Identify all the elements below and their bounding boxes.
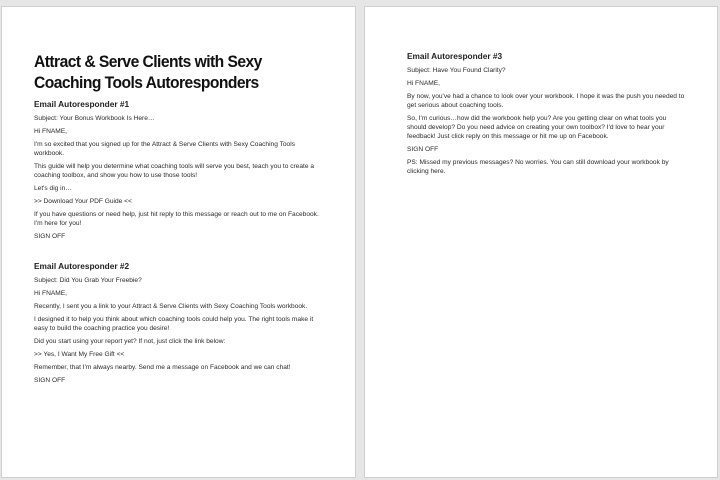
email-signoff: SIGN OFF bbox=[407, 146, 439, 153]
email-greeting: Hi FNAME, bbox=[34, 290, 67, 297]
email-heading: Email Autoresponder #2 bbox=[34, 261, 130, 271]
page-1 bbox=[1, 6, 356, 478]
email-paragraph: This guide will help you determine what coaching tools will serve you best, teach you to create a coaching toolbox, and show you how to use those tools! bbox=[34, 163, 315, 179]
email-paragraph: Let's dig in… bbox=[34, 185, 72, 192]
email-signoff: SIGN OFF bbox=[34, 233, 66, 240]
email-paragraph: So, I'm curious…how did the workbook help you? Are you getting clear on what tools you should develop? Do you need advice on creating your own toolbox? I'd love to hear your feedback! Just click reply on this message or hit me up on Facebook. bbox=[407, 115, 667, 140]
email-autoresponder-1 bbox=[34, 99, 324, 241]
email-heading: Email Autoresponder #1 bbox=[34, 99, 130, 109]
email-greeting: Hi FNAME, bbox=[407, 80, 440, 87]
email-paragraph: By now, you've had a chance to look over your workbook. I hope it was the push you needed to get serious about coaching tools. bbox=[407, 93, 685, 109]
email-paragraph: Did you start using your report yet? If not, just click the link below: bbox=[34, 338, 226, 345]
email-link-text: >> Yes, I Want My Free Gift << bbox=[34, 351, 125, 358]
email-autoresponder-3 bbox=[407, 51, 687, 176]
page-1-content bbox=[34, 51, 324, 389]
email-paragraph: If you have questions or need help, just hit reply to this message or reach out to me on Facebook. I'm here for you! bbox=[34, 211, 319, 227]
email-paragraph: Remember, that I'm always nearby. Send me a message on Facebook and we can chat! bbox=[34, 364, 291, 371]
email-subject-line: Subject: Have You Found Clarity? bbox=[407, 67, 506, 74]
page-2-content bbox=[407, 51, 687, 180]
email-paragraph: I'm so excited that you signed up for the Attract & Serve Clients with Sexy Coaching Tools workbook. bbox=[34, 141, 295, 157]
email-subject-line: Subject: Your Bonus Workbook Is Here… bbox=[34, 115, 155, 122]
document-title: Attract & Serve Clients with Sexy Coaching Tools Autoresponders bbox=[34, 52, 262, 92]
page-2 bbox=[364, 6, 718, 478]
email-greeting: Hi FNAME, bbox=[34, 128, 67, 135]
email-postscript: PS: Missed my previous messages? No worries. You can still download your workbook by clicking here. bbox=[407, 159, 669, 175]
email-link-text: >> Download Your PDF Guide << bbox=[34, 198, 132, 205]
email-paragraph: Recently, I sent you a link to your Attract & Serve Clients with Sexy Coaching Tools workbook. bbox=[34, 303, 308, 310]
email-subject-line: Subject: Did You Grab Your Freebie? bbox=[34, 277, 142, 284]
email-paragraph: I designed it to help you think about which coaching tools could help you. The right tools make it easy to build the coaching practice you desire! bbox=[34, 316, 314, 332]
email-signoff: SIGN OFF bbox=[34, 377, 66, 384]
email-autoresponder-2 bbox=[34, 261, 324, 385]
email-heading: Email Autoresponder #3 bbox=[407, 51, 503, 61]
